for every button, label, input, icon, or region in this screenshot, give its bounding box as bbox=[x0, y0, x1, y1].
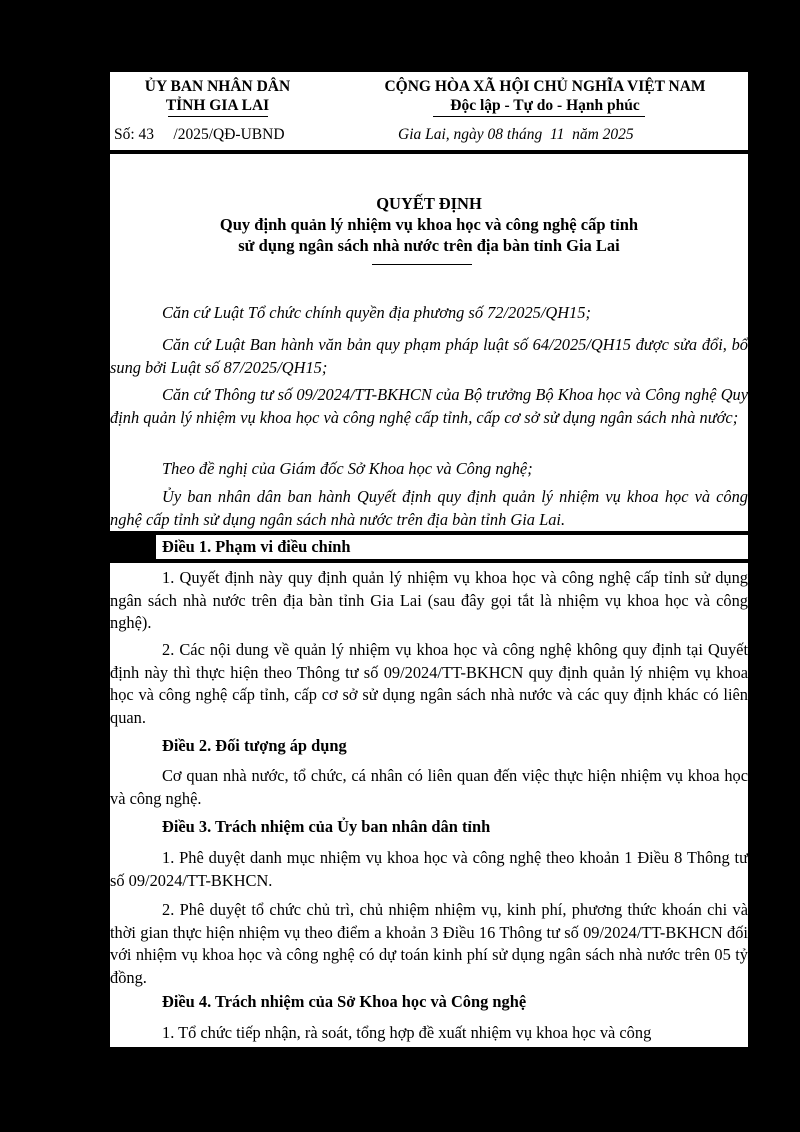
article-4-heading: Điều 4. Trách nhiệm của Sở Khoa học và Công nghệ bbox=[162, 992, 527, 1011]
header-separator-band bbox=[110, 150, 748, 154]
nation-name-line1: CỘNG HÒA XÃ HỘI CHỦ NGHĨA VIỆT NAM bbox=[384, 78, 706, 95]
motto-underline bbox=[433, 116, 645, 117]
preamble-proposal: Theo đề nghị của Giám đốc Sở Khoa học và Công nghệ; bbox=[162, 459, 533, 478]
article-4-clause-1: 1. Tổ chức tiếp nhận, rà soát, tổng hợp đề xuất nhiệm vụ khoa học và công bbox=[162, 1023, 652, 1042]
document-subject-line2: sử dụng ngân sách nhà nước trên địa bàn tỉnh Gia Lai bbox=[238, 236, 620, 255]
agency-underline bbox=[168, 116, 268, 117]
agency-name-line2: TỈNH GIA LAI bbox=[165, 97, 270, 114]
article-3-clause-1: 1. Phê duyệt danh mục nhiệm vụ khoa học và công nghệ theo khoản 1 Điều 8 Thông tư số 09/2024/TT-BKHCN. bbox=[110, 848, 748, 890]
article-1-clause-2: 2. Các nội dung về quản lý nhiệm vụ khoa học và công nghệ không quy định tại Quyết định này thì thực hiện theo Thông tư số 09/2024/TT-BKHCN quy định quản lý nhiệm vụ khoa học và công nghệ cấp tỉnh, cấp cơ sở sử dụng ngân sách nhà nước và các quy định khác có liên quan. bbox=[110, 640, 748, 727]
article-1-heading-box bbox=[156, 535, 748, 559]
preamble-decision: Ủy ban nhân dân ban hành Quyết định quy định quản lý nhiệm vụ khoa học và công nghệ cấp tỉnh sử dụng ngân sách nhà nước trên địa bàn tỉnh Gia Lai. bbox=[110, 487, 748, 529]
article-1-clause-1: 1. Quyết định này quy định quản lý nhiệm vụ khoa học và công nghệ cấp tỉnh sử dụng ngân sách nhà nước trên địa bàn tỉnh Gia Lai (sau đây gọi tắt là nhiệm vụ khoa học và công nghệ). bbox=[110, 568, 748, 632]
nation-motto: Độc lập - Tự do - Hạnh phúc bbox=[450, 97, 640, 114]
preamble-basis-1: Căn cứ Luật Tổ chức chính quyền địa phương số 72/2025/QH15; bbox=[162, 303, 591, 322]
agency-name-line1: ỦY BAN NHÂN DÂN bbox=[144, 78, 291, 95]
article-2-heading: Điều 2. Đối tượng áp dụng bbox=[162, 736, 347, 755]
document-type-title: QUYẾT ĐỊNH bbox=[376, 194, 482, 213]
preamble-basis-3: Căn cứ Thông tư số 09/2024/TT-BKHCN của Bộ trưởng Bộ Khoa học và Công nghệ Quy định quản lý nhiệm vụ khoa học và công nghệ cấp tỉnh, cấp cơ sở sử dụng ngân sách nhà nước; bbox=[110, 385, 748, 427]
place-and-date: Gia Lai, ngày 08 tháng 11 năm 2025 bbox=[398, 126, 634, 143]
title-underline bbox=[372, 264, 472, 265]
article-3-heading: Điều 3. Trách nhiệm của Ủy ban nhân dân tỉnh bbox=[162, 817, 491, 836]
article-1-heading: Điều 1. Phạm vi điều chỉnh bbox=[162, 537, 351, 556]
document-number: Số: 43 /2025/QĐ-UBND bbox=[114, 126, 285, 143]
preamble-basis-2: Căn cứ Luật Ban hành văn bản quy phạm pháp luật số 64/2025/QH15 được sửa đổi, bổ sung bởi Luật số 87/2025/QH15; bbox=[110, 335, 748, 377]
article-2-content: Cơ quan nhà nước, tổ chức, cá nhân có liên quan đến việc thực hiện nhiệm vụ khoa học và công nghệ. bbox=[110, 766, 748, 808]
article-3-clause-2: 2. Phê duyệt tổ chức chủ trì, chủ nhiệm nhiệm vụ, kinh phí, phương thức khoán chi và thời gian thực hiện nhiệm vụ theo điểm a khoản 3 Điều 16 Thông tư số 09/2024/TT-BKHCN đối với nhiệm vụ khoa học và công nghệ có dự toán kinh phí sử dụng ngân sách nhà nước trên 05 tỷ đồng. bbox=[110, 900, 748, 987]
document-subject-line1: Quy định quản lý nhiệm vụ khoa học và công nghệ cấp tỉnh bbox=[219, 215, 639, 234]
document-page bbox=[110, 72, 748, 1047]
